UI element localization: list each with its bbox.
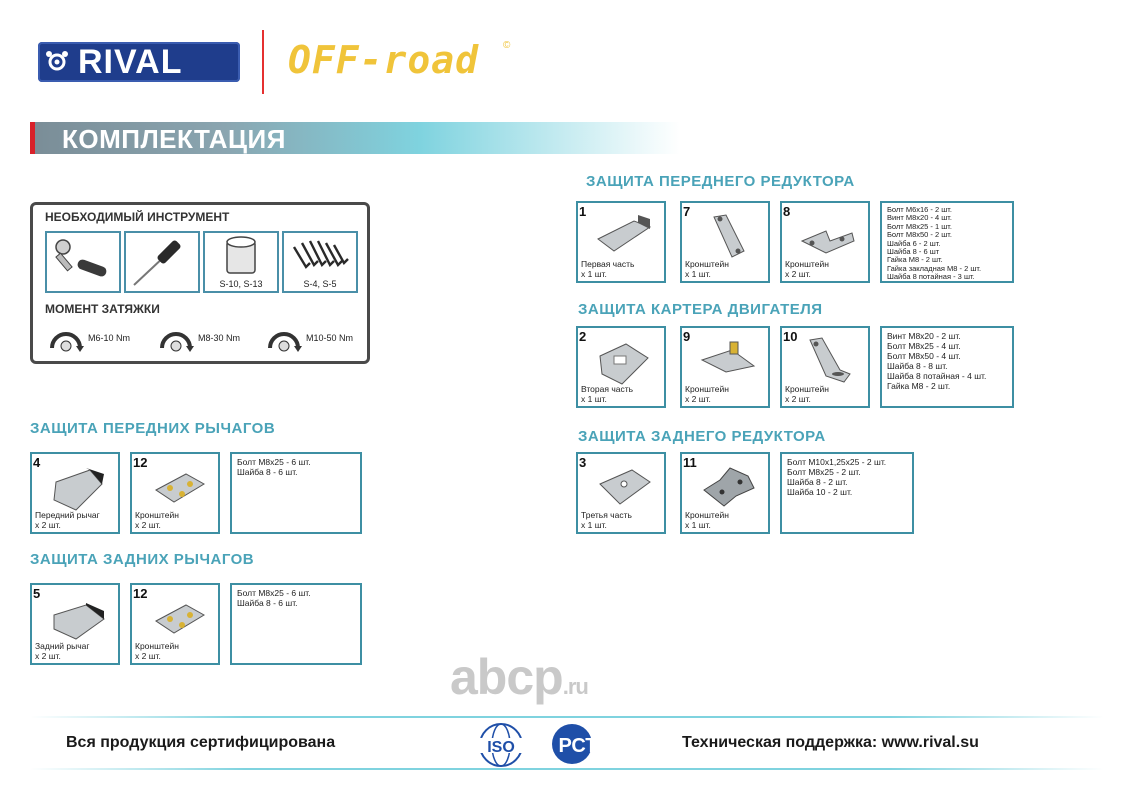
part-card: 11 Кронштейн х 1 шт. [680, 452, 770, 534]
torque-arrow-icon [46, 322, 86, 354]
torque-item: M8-30 Nm [156, 322, 240, 354]
part-card: 3 Третья часть х 1 шт. [576, 452, 666, 534]
plate-part-icon [592, 336, 654, 386]
tools-title: НЕОБХОДИМЫЙ ИНСТРУМЕНТ [45, 210, 230, 224]
part-card: 12 Кронштейн х 2 шт. [130, 583, 220, 665]
support-text: Техническая поддержка: www.rival.su [682, 734, 979, 751]
hardware-list: Болт М10х1,25х25 - 2 шт. Болт М8х25 - 2 шт. Шайба 8 - 2 шт. Шайба 10 - 2 шт. [780, 452, 914, 534]
bracket-part-icon [796, 336, 858, 386]
part-card: 1 Первая часть х 1 шт. [576, 201, 666, 283]
part-card: 4 Передний рычаг х 2 шт. [30, 452, 120, 534]
bracket-part-icon [696, 462, 758, 512]
tool-cell [45, 231, 121, 293]
logo-divider [262, 30, 264, 94]
part-card: 8 Кронштейн х 2 шт. [780, 201, 870, 283]
brand-name: RIVAL [78, 42, 183, 81]
hardware-list: Винт М8х20 - 2 шт. Болт М8х25 - 4 шт. Болт М8х50 - 4 шт. Шайба 8 - 8 шт. Шайба 8 потайная - 4 шт. Гайка М8 - 2 шт. [880, 326, 1014, 408]
part-card: 5 Задний рычаг х 2 шт. [30, 583, 120, 665]
certified-text: Вся продукция сертифицирована [66, 734, 336, 751]
hardware-list: Болт М8х25 - 6 шт. Шайба 8 - 6 шт. [230, 452, 362, 534]
torque-item: M10-50 Nm [264, 322, 353, 354]
torque-item: M6-10 Nm [46, 322, 130, 354]
part-card: 12 Кронштейн х 2 шт. [130, 452, 220, 534]
plate-part-icon [46, 593, 108, 643]
bracket-part-icon [796, 211, 858, 261]
ratchet-wrench-icon [47, 233, 119, 291]
bracket-part-icon [696, 211, 758, 261]
screwdriver-icon [126, 233, 198, 291]
socket-icon [205, 233, 277, 279]
subbrand-name: OFF-road [288, 38, 480, 82]
banner-accent [30, 122, 35, 154]
tool-cell: S-4, S-5 [282, 231, 358, 293]
tow-hook-icon [44, 49, 70, 75]
hardware-list: Болт М6х16 - 2 шт. Винт М8х20 - 4 шт. Болт М8х25 - 1 шт. Болт М8х50 - 2 шт. Шайба 6 - 2 шт. Шайба 8 - 6 шт Гайка М8 - 2 шт. Гайка закладная М8 - 2 шт. Шайба 8 потайная - 3 шт. [880, 201, 1014, 283]
bracket-part-icon [146, 462, 208, 512]
plate-part-icon [592, 462, 654, 512]
hex-key-set-icon [284, 233, 356, 279]
torque-title: МОМЕНТ ЗАТЯЖКИ [45, 302, 160, 316]
svg-text:ISO: ISO [487, 739, 515, 756]
rival-logo [38, 42, 240, 82]
footer-line-top [30, 716, 1104, 718]
page-title: КОМПЛЕКТАЦИЯ [62, 124, 286, 154]
footer-line-bottom [30, 768, 1104, 770]
watermark: abcp.ru [450, 649, 588, 705]
part-card: 10 Кронштейн х 2 шт. [780, 326, 870, 408]
plate-part-icon [46, 462, 108, 512]
pct-logo-icon [550, 722, 610, 766]
torque-arrow-icon [264, 322, 304, 354]
part-card: 9 Кронштейн х 2 шт. [680, 326, 770, 408]
bracket-part-icon [146, 593, 208, 643]
plate-part-icon [592, 211, 654, 261]
section-title-front-arms: ЗАЩИТА ПЕРЕДНИХ РЫЧАГОВ [30, 420, 276, 437]
section-title-front-reducer: ЗАЩИТА ПЕРЕДНЕГО РЕДУКТОРА [586, 173, 855, 190]
tool-cell: S-10, S-13 [203, 231, 279, 293]
hardware-list: Болт М8х25 - 6 шт. Шайба 8 - 6 шт. [230, 583, 362, 665]
torque-arrow-icon [156, 322, 196, 354]
section-title-engine: ЗАЩИТА КАРТЕРА ДВИГАТЕЛЯ [578, 301, 823, 318]
section-title-rear-arms: ЗАЩИТА ЗАДНИХ РЫЧАГОВ [30, 551, 255, 568]
copyright-mark: © [503, 40, 511, 51]
section-title-rear-reducer: ЗАЩИТА ЗАДНЕГО РЕДУКТОРА [578, 428, 826, 445]
iso-logo-icon [472, 722, 530, 768]
tool-cell [124, 231, 200, 293]
svg-text:РСТ: РСТ [558, 735, 598, 757]
part-card: 7 Кронштейн х 1 шт. [680, 201, 770, 283]
bracket-part-icon [696, 336, 758, 386]
part-card: 2 Вторая часть х 1 шт. [576, 326, 666, 408]
